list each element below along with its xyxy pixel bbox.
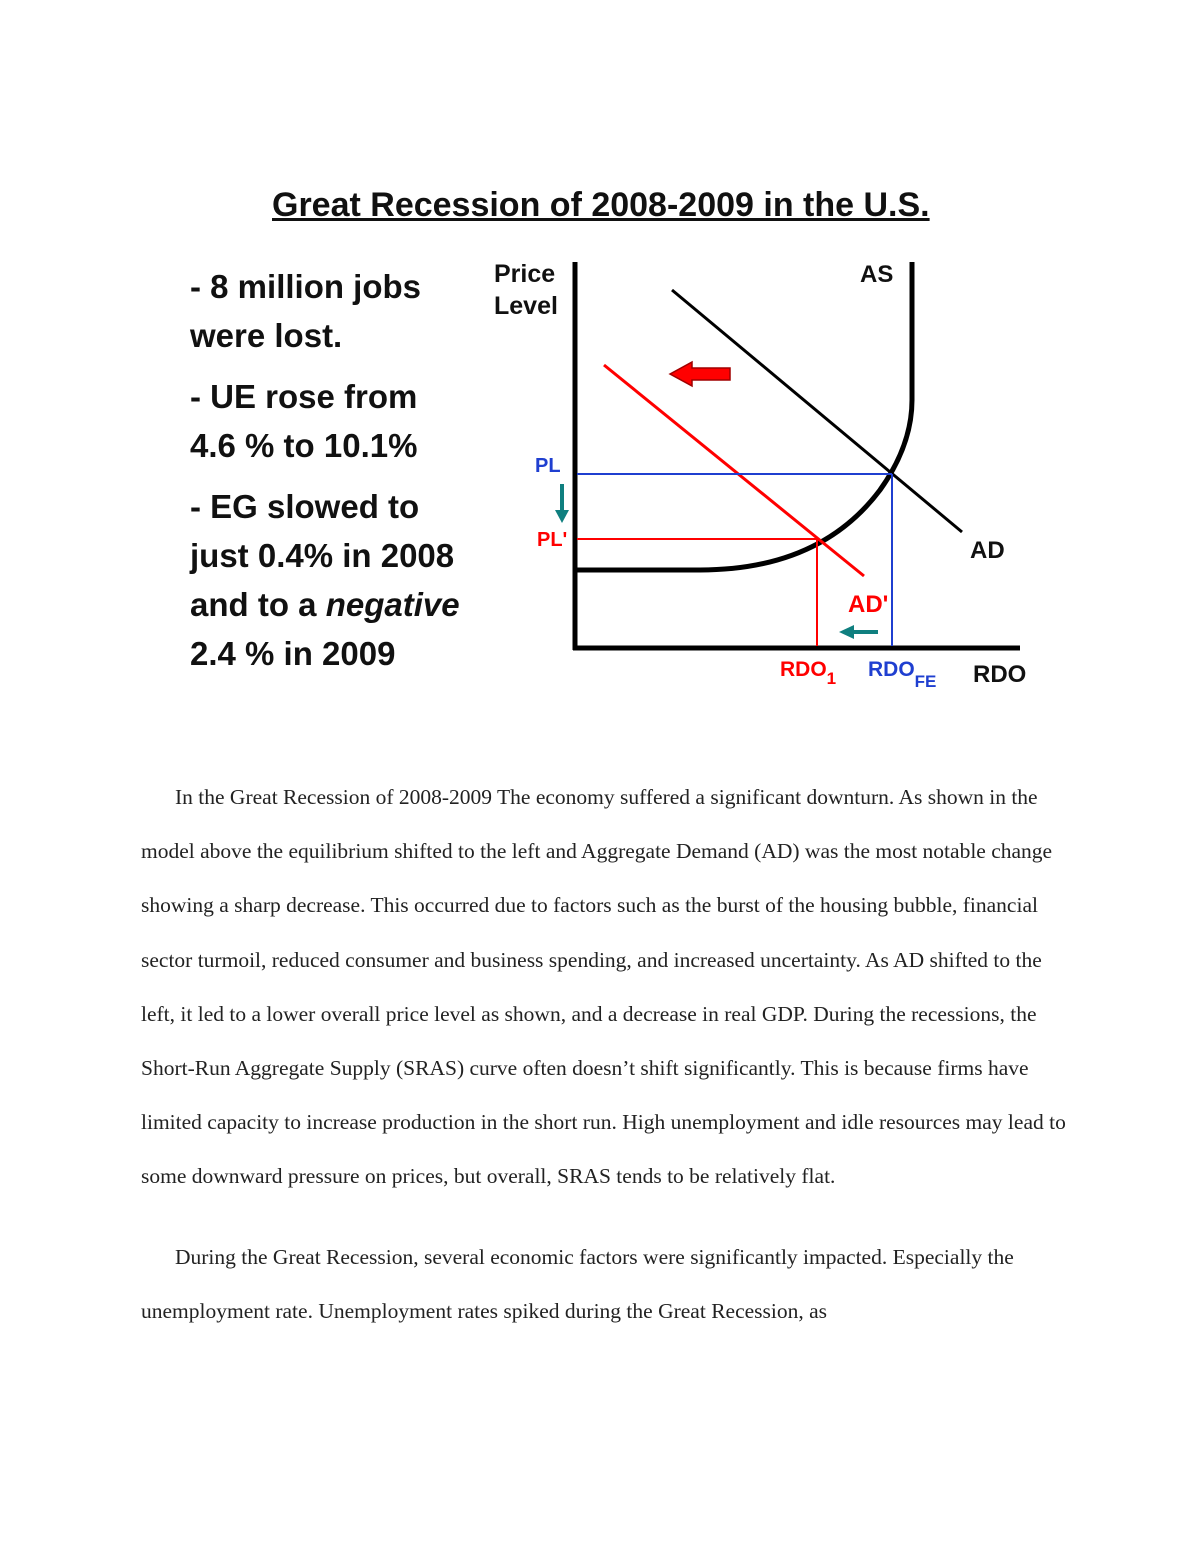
rdo-fe-tick-label: $RDO_{FE}$ (868, 658, 937, 691)
fact-item: - UE rose from 4.6 % to 10.1% (190, 378, 418, 464)
ad-curve (672, 290, 962, 532)
emphasis: negative (325, 586, 460, 623)
paragraph: During the Great Recession, several economic factors were significantly impacted. Especially the unemployment rate. Unemployment rates spiked during the Great Recession, as (141, 1244, 1014, 1323)
price-fall-arrow (555, 484, 569, 523)
rdo1-tick-label: $RDO_1$ (780, 658, 837, 688)
ad-label: AD (970, 537, 1005, 564)
x-axis-label: RDO (973, 661, 1027, 688)
pl-tick-label: PL (535, 455, 561, 477)
fact-item: - EG slowed to just 0.4% in 2008 and to a negative 2.4 % in 2009 (190, 488, 460, 672)
as-curve (575, 262, 912, 570)
ad-shift-arrow (670, 362, 730, 386)
ad-prime-label: AD' (848, 591, 889, 618)
as-label: AS (860, 261, 894, 288)
ad-as-chart (480, 250, 1050, 700)
ad-prime-curve (604, 365, 864, 576)
paragraph: In the Great Recession of 2008-2009 The economy suffered a significant downturn. As shown in the model above the equilibrium shifted to the left and Aggregate Demand (AD) was the most notable change showing a sharp decrease. This occurred due to factors such as the burst of the housing bubble, financial sector turmoil, reduced consumer and business spending, and increased uncertainty. As AD shifted to the left, it led to a lower overall price level as shown, and a decrease in real GDP. During the recessions, the Short-Run Aggregate Supply (SRAS) curve often doesn’t shift significantly. This is because firms have limited capacity to increase production in the short run. High unemployment and idle resources may lead to some downward pressure on prices, but overall, SRAS tends to be relatively flat. (141, 785, 1066, 1189)
fact-item: - 8 million jobs were lost. (190, 268, 422, 354)
output-fall-arrow (839, 625, 878, 639)
pl-prime-tick-label: PL' (537, 529, 568, 551)
essay-body (141, 770, 1071, 1364)
y-axis-label-line2: Level (494, 292, 558, 320)
fact-list (190, 262, 460, 690)
y-axis-label-line1: Price (494, 260, 556, 288)
figure-title: Great Recession of 2008-2009 in the U.S. (272, 186, 930, 224)
